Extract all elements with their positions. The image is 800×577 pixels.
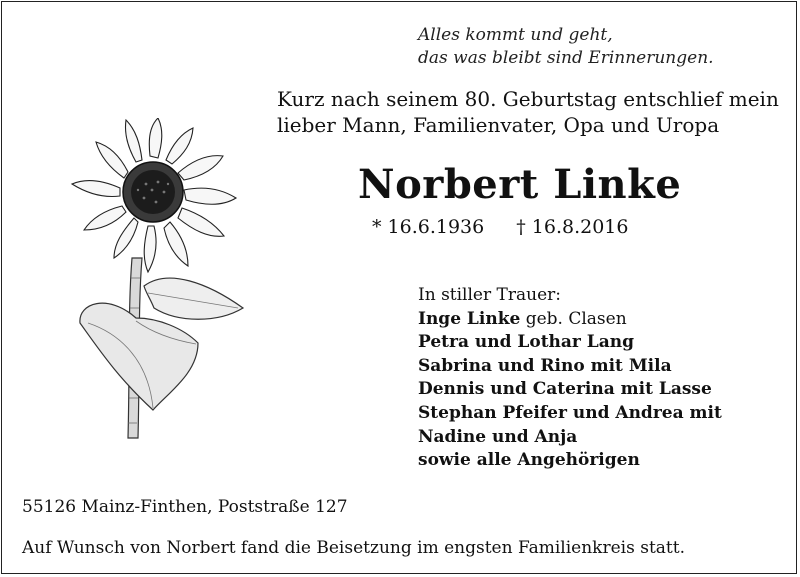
deceased-name: Norbert Linke <box>358 161 682 208</box>
funeral-note: Auf Wunsch von Norbert fand die Beisetzung im engsten Familienkreis statt. <box>22 538 685 558</box>
sunflower-icon <box>58 118 258 443</box>
mourner-name: Inge Linke <box>418 308 521 329</box>
mourner-row <box>418 426 722 450</box>
mourner-row <box>418 331 722 355</box>
life-dates <box>372 215 629 239</box>
mourner-row <box>418 355 722 379</box>
mourner-name: Dennis und Caterina mit Lasse <box>418 379 712 400</box>
mourner-name-suffix: geb. Clasen <box>520 308 627 329</box>
mourner-name: Sabrina und Rino mit Mila <box>418 355 672 376</box>
quote-line-1: Alles kommt und geht, <box>418 25 613 45</box>
mourners-heading: In stiller Trauer: <box>418 285 561 305</box>
mourner-row <box>418 308 722 332</box>
death-date: † 16.8.2016 <box>516 216 629 238</box>
mourner-name: sowie alle Angehörigen <box>418 450 640 471</box>
mourner-name: Petra und Lothar Lang <box>418 332 635 353</box>
mourner-row <box>418 378 722 402</box>
mourner-name: Stephan Pfeifer und Andrea mit <box>418 402 722 423</box>
quote <box>418 24 714 70</box>
birth-date: * 16.6.1936 <box>372 216 485 238</box>
mourner-row <box>418 449 722 473</box>
mourner-name: Nadine und Anja <box>418 426 578 447</box>
intro-line-2: lieber Mann, Familienvater, Opa und Uropa <box>277 113 720 137</box>
intro-line-1: Kurz nach seinem 80. Geburtstag entschlief mein <box>277 87 779 111</box>
quote-line-2: das was bleibt sind Erinnerungen. <box>418 48 714 68</box>
address: 55126 Mainz-Finthen, Poststraße 127 <box>22 497 348 517</box>
mourner-row <box>418 402 722 426</box>
intro-text <box>277 86 779 138</box>
mourners-list <box>418 284 722 473</box>
